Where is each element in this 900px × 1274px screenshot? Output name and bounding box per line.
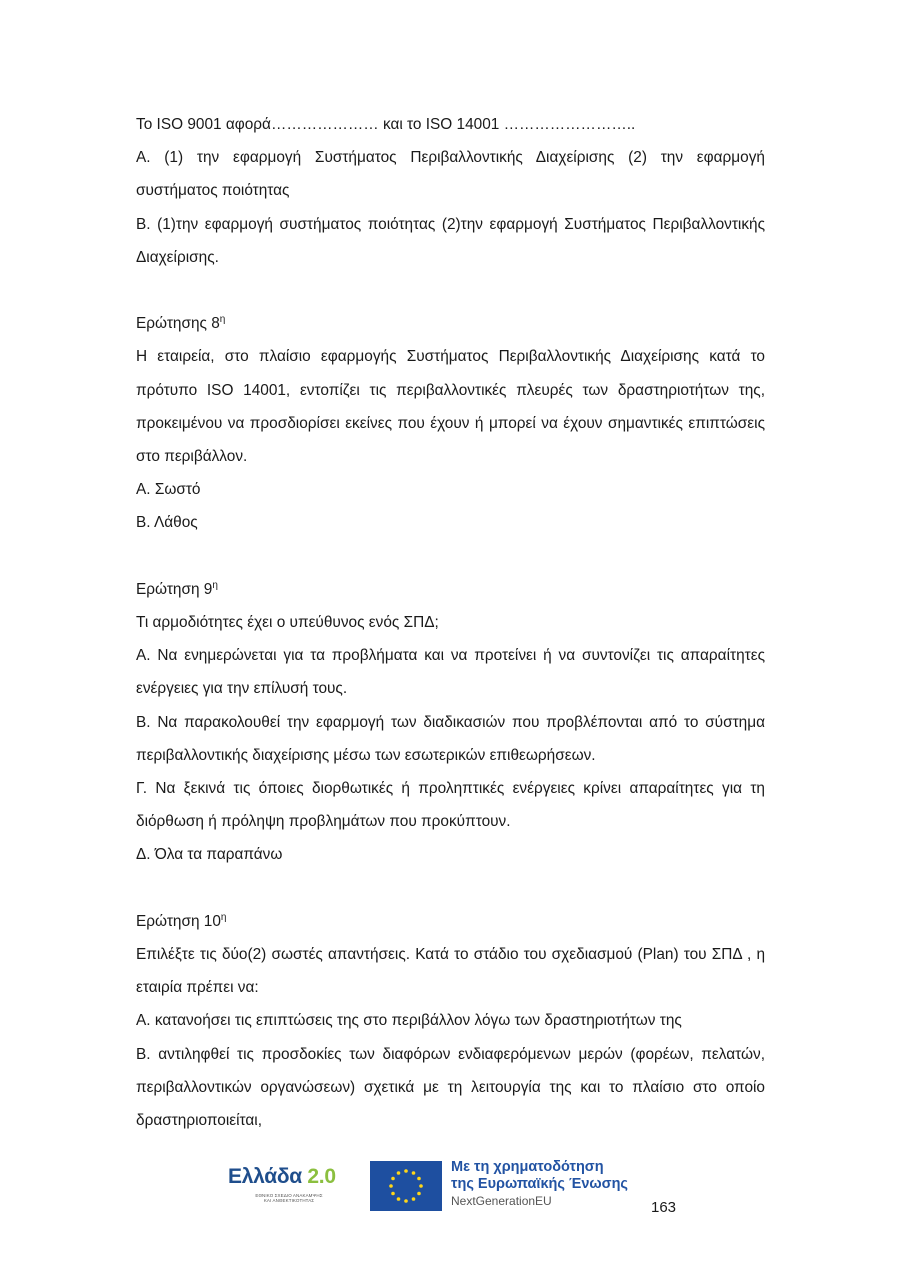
paragraph-text: Δ. Όλα τα παραπάνω — [136, 846, 283, 864]
greece-logo-word: Ελλάδα — [228, 1165, 302, 1188]
paragraph-text: Α. (1) την εφαρμογή Συστήματος Περιβαλλοντικής Διαχείρισης (2) την εφαρμογή συστήματος ποιότητας — [136, 149, 765, 200]
paragraph — [136, 108, 765, 141]
paragraph — [136, 208, 765, 274]
eu-star — [419, 1184, 423, 1188]
greece-logo-version: 2.0 — [307, 1165, 336, 1188]
paragraph-text: Β. αντιληφθεί τις προσδοκίες των διαφόρων ενδιαφερόμενων μερών (φορέων, πελατών, περιβαλλοντικών οργανώσεων) σχετικά με τη λειτουργία της και το πλαίσιο στο οποίο δραστηριοποιείται, — [136, 1045, 765, 1130]
paragraph-text: Β. Λάθος — [136, 514, 198, 532]
paragraph — [136, 639, 765, 705]
paragraph-text: Η εταιρεία, στο πλαίσιο εφαρμογής Συστήματος Περιβαλλοντικής Διαχείρισης κατά το πρότυπο ISO 14001, εντοπίζει τις περιβαλλοντικές πλευρές των δραστηριοτήτων της, προκειμένου να προσδιορίσει εκείνες που έχουν ή μπορεί να έχουν σημαντικές επιπτώσεις στο περιβάλλον. — [136, 348, 765, 466]
eu-star — [397, 1197, 401, 1201]
paragraph — [136, 606, 765, 639]
question-heading-text: Ερώτηση 9 — [136, 580, 213, 598]
paragraph-text: Τι αρμοδιότητες έχει ο υπεύθυνος ενός ΣΠΔ; — [136, 614, 439, 632]
question-heading-text: Ερώτησης 8 — [136, 315, 220, 333]
paragraph — [136, 938, 765, 1004]
paragraph-text: Το ISO 9001 αφορά………………… και το ISO 14001 …………………….. — [136, 116, 636, 133]
document-body — [136, 108, 765, 1137]
paragraph-text: Α. Να ενημερώνεται για τα προβλήματα και να προτείνει ή να συντονίζει τις απαραίτητες ενέργειες για την επίλυσή τους. — [136, 647, 765, 698]
eu-star — [391, 1192, 395, 1196]
page-number: 163 — [651, 1199, 677, 1216]
greece-2-0-logo — [228, 1165, 353, 1215]
ordinal-superscript: η — [212, 579, 218, 591]
paragraph-gap — [136, 540, 765, 573]
eu-star — [417, 1192, 421, 1196]
question-heading — [136, 573, 765, 606]
paragraph-text: Επιλέξτε τις δύο(2) σωστές απαντήσεις. Κατά το στάδιο του σχεδιασμού (Plan) του ΣΠΔ , η εταιρία πρέπει να: — [136, 946, 765, 997]
paragraph — [136, 1038, 765, 1138]
paragraph — [136, 506, 765, 539]
eu-star — [404, 1169, 408, 1173]
question-heading — [136, 905, 765, 938]
eu-funding-text — [451, 1159, 651, 1210]
paragraph-text: Β. (1)την εφαρμογή συστήματος ποιότητας (2)την εφαρμογή Συστήματος Περιβαλλοντικής Διαχείρισης. — [136, 215, 765, 266]
footer — [0, 1155, 900, 1225]
greece-logo-tagline: ΕΘΝΙΚΟ ΣΧΕΔΙΟ ΑΝΑΚΑΜΨΗΣ ΚΑΙ ΑΝΘΕΚΤΙΚΟΤΗΤΑΣ — [255, 1193, 323, 1203]
paragraph-gap — [136, 872, 765, 905]
paragraph-text: Α. κατανοήσει τις επιπτώσεις της στο περιβάλλον λόγω των δραστηριοτήτων της — [136, 1012, 682, 1030]
paragraph — [136, 340, 765, 473]
eu-funding-line-1: Με τη χρηματοδότηση — [451, 1159, 604, 1175]
ordinal-superscript: η — [220, 911, 227, 923]
paragraph — [136, 838, 765, 871]
question-heading — [136, 307, 765, 340]
paragraph-gap — [136, 274, 765, 307]
paragraph — [136, 772, 765, 838]
paragraph — [136, 706, 765, 772]
eu-star — [417, 1177, 421, 1181]
paragraph-text: Α. Σωστό — [136, 481, 201, 499]
paragraph-text: Γ. Να ξεκινά τις όποιες διορθωτικές ή προληπτικές ενέργειες κρίνει απαραίτητες για τη διόρθωση ή πρόληψη προβλημάτων που προκύπτουν. — [136, 780, 765, 831]
eu-flag-icon — [370, 1161, 442, 1211]
paragraph-text: Β. Να παρακολουθεί την εφαρμογή των διαδικασιών που προβλέπονται από το σύστημα περιβαλλοντικής διαχείρισης μέσω των εσωτερικών επιθεωρήσεων. — [136, 713, 765, 764]
eu-star — [389, 1184, 393, 1188]
eu-star — [391, 1177, 395, 1181]
eu-star — [412, 1197, 416, 1201]
ordinal-superscript: η — [219, 314, 226, 326]
eu-funding-line-2: της Ευρωπαϊκής Ένωσης — [451, 1176, 628, 1192]
eu-star — [397, 1171, 401, 1175]
question-heading-text: Ερώτηση 10 — [136, 912, 221, 930]
paragraph — [136, 473, 765, 506]
paragraph — [136, 1004, 765, 1037]
eu-star — [412, 1171, 416, 1175]
paragraph — [136, 141, 765, 207]
eu-star — [404, 1199, 408, 1203]
next-generation-eu: NextGenerationEU — [451, 1194, 552, 1208]
